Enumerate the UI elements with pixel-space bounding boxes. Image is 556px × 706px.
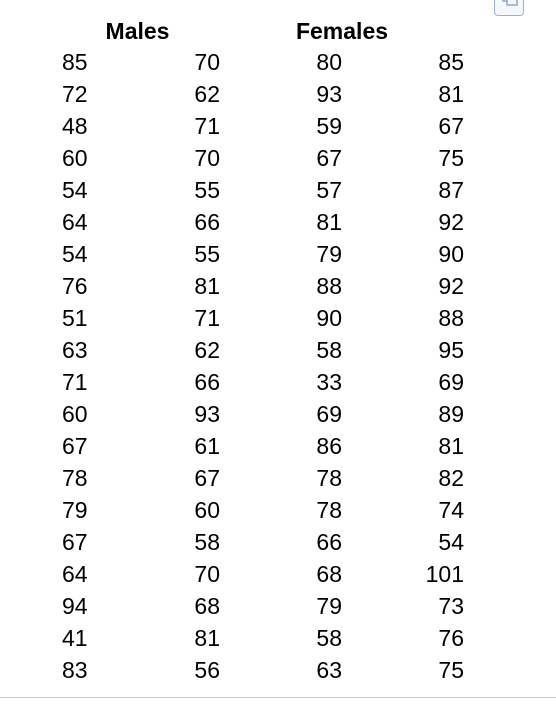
females-value-cell: 58	[316, 625, 342, 651]
males-value-cell: 71	[194, 305, 220, 331]
females-value-cell: 59	[316, 113, 342, 139]
males-value-cell: 93	[194, 401, 220, 427]
table-row	[55, 334, 464, 366]
males-value-cell: 67	[62, 529, 88, 555]
table-row	[55, 558, 464, 590]
table-row	[55, 110, 464, 142]
females-value-cell: 76	[438, 625, 464, 651]
males-value-cell: 85	[62, 49, 88, 75]
females-value-cell: 92	[438, 209, 464, 235]
females-value-cell: 81	[438, 81, 464, 107]
males-value-cell: 60	[62, 401, 88, 427]
males-value-cell: 64	[62, 209, 88, 235]
females-value-cell: 73	[438, 593, 464, 619]
table-row	[55, 302, 464, 334]
females-value-cell: 75	[438, 145, 464, 171]
males-value-cell: 55	[194, 177, 220, 203]
females-value-cell: 78	[316, 465, 342, 491]
females-value-cell: 54	[438, 529, 464, 555]
females-value-cell: 33	[316, 369, 342, 395]
table-body	[55, 46, 464, 686]
males-value-cell: 94	[62, 593, 88, 619]
females-value-cell: 68	[316, 561, 342, 587]
males-value-cell: 63	[62, 337, 88, 363]
males-value-cell: 54	[62, 177, 88, 203]
males-value-cell: 64	[62, 561, 88, 587]
females-value-cell: 67	[438, 113, 464, 139]
males-value-cell: 70	[194, 49, 220, 75]
males-value-cell: 68	[194, 593, 220, 619]
males-value-cell: 83	[62, 657, 88, 683]
males-value-cell: 48	[62, 113, 88, 139]
females-value-cell: 78	[316, 497, 342, 523]
males-value-cell: 61	[194, 433, 220, 459]
females-value-cell: 57	[316, 177, 342, 203]
males-value-cell: 60	[194, 497, 220, 523]
females-value-cell: 63	[316, 657, 342, 683]
females-value-cell: 80	[316, 49, 342, 75]
males-value-cell: 71	[194, 113, 220, 139]
females-value-cell: 90	[438, 241, 464, 267]
females-value-cell: 69	[438, 369, 464, 395]
females-value-cell: 88	[438, 305, 464, 331]
females-value-cell: 66	[316, 529, 342, 555]
females-value-cell: 82	[438, 465, 464, 491]
females-value-cell: 89	[438, 401, 464, 427]
table-row	[55, 78, 464, 110]
females-value-cell: 101	[425, 561, 464, 587]
data-table	[55, 16, 464, 686]
males-value-cell: 76	[62, 273, 88, 299]
females-value-cell: 87	[438, 177, 464, 203]
males-value-cell: 41	[62, 625, 88, 651]
table-row	[55, 174, 464, 206]
males-value-cell: 66	[194, 209, 220, 235]
table-row	[55, 366, 464, 398]
males-value-cell: 72	[62, 81, 88, 107]
bottom-divider	[0, 697, 556, 698]
females-value-cell: 86	[316, 433, 342, 459]
header-males: Males	[105, 18, 170, 44]
males-value-cell: 78	[62, 465, 88, 491]
males-value-cell: 62	[194, 81, 220, 107]
males-value-cell: 81	[194, 625, 220, 651]
females-value-cell: 79	[316, 241, 342, 267]
females-value-cell: 88	[316, 273, 342, 299]
males-value-cell: 67	[194, 465, 220, 491]
females-value-cell: 74	[438, 497, 464, 523]
table-row	[55, 206, 464, 238]
table-row	[55, 526, 464, 558]
males-value-cell: 81	[194, 273, 220, 299]
males-value-cell: 62	[194, 337, 220, 363]
table-row	[55, 590, 464, 622]
copy-icon-glyph	[502, 0, 518, 9]
males-value-cell: 67	[62, 433, 88, 459]
females-value-cell: 85	[438, 49, 464, 75]
males-value-cell: 70	[194, 561, 220, 587]
header-females: Females	[295, 18, 389, 44]
males-value-cell: 79	[62, 497, 88, 523]
table-row	[55, 494, 464, 526]
males-value-cell: 70	[194, 145, 220, 171]
females-value-cell: 92	[438, 273, 464, 299]
table-row	[55, 462, 464, 494]
table-row	[55, 398, 464, 430]
females-value-cell: 81	[438, 433, 464, 459]
females-value-cell: 79	[316, 593, 342, 619]
females-value-cell: 69	[316, 401, 342, 427]
table-row	[55, 238, 464, 270]
males-value-cell: 58	[194, 529, 220, 555]
males-value-cell: 54	[62, 241, 88, 267]
header-row	[55, 16, 464, 46]
males-value-cell: 56	[194, 657, 220, 683]
females-value-cell: 93	[316, 81, 342, 107]
females-value-cell: 67	[316, 145, 342, 171]
females-value-cell: 75	[438, 657, 464, 683]
females-value-cell: 95	[438, 337, 464, 363]
table-row	[55, 430, 464, 462]
table-row	[55, 142, 464, 174]
males-value-cell: 55	[194, 241, 220, 267]
females-value-cell: 58	[316, 337, 342, 363]
table-row	[55, 46, 464, 78]
females-value-cell: 81	[316, 209, 342, 235]
table-row	[55, 270, 464, 302]
table-row	[55, 654, 464, 686]
copy-icon[interactable]	[494, 0, 524, 16]
males-value-cell: 71	[62, 369, 88, 395]
males-value-cell: 51	[62, 305, 88, 331]
females-value-cell: 90	[316, 305, 342, 331]
males-value-cell: 66	[194, 369, 220, 395]
males-value-cell: 60	[62, 145, 88, 171]
table-row	[55, 622, 464, 654]
